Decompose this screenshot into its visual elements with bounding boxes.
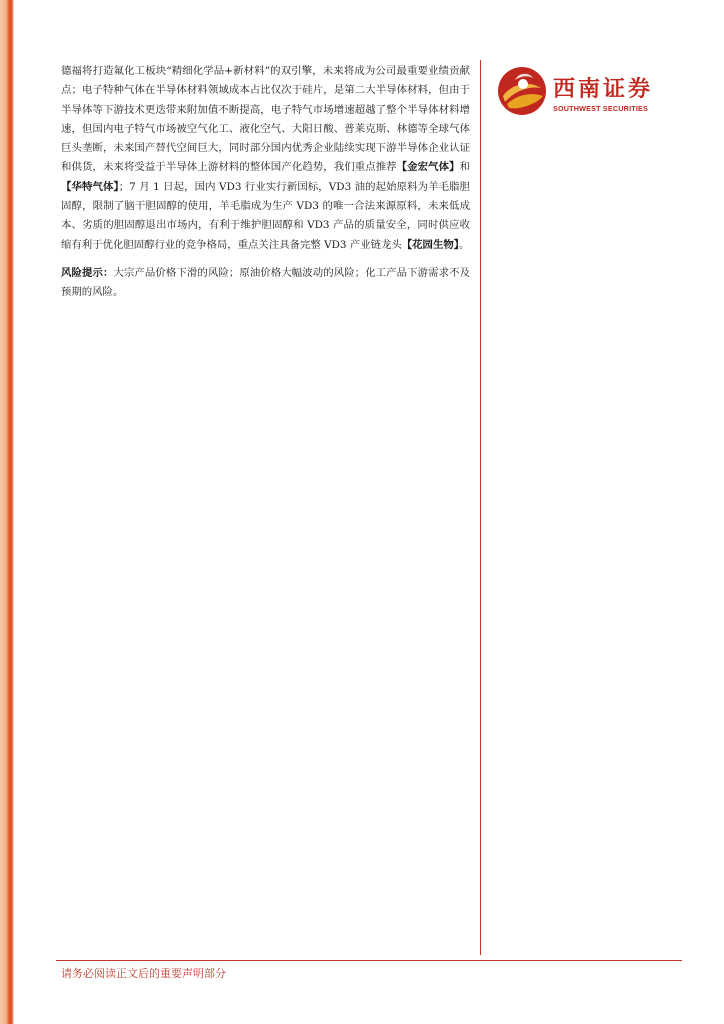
stock-recommendation: 【花园生物】 xyxy=(401,238,459,251)
risk-paragraph xyxy=(61,264,470,303)
column-divider xyxy=(480,60,481,955)
paragraph-segment: 德福将打造氟化工板块“精细化学品+新材料”的双引擎，未来将成为公司最重要业绩贡献点；电子特种气体在半导体材料领域成本占比仅次于硅片，是第二大半导体材料，但由于半导体等下游技术更迭带来附加值不断提高，电子特气市场增速超越了整个半导体材料增速，但国内电子特气市场被空气化工、液化空气、大阳日酸、普莱克斯、林德等全球气体巨头垄断，未来国产替代空间巨大，同时部分国内优秀企业陆续实现下游半导体企业认证和供货，未来将受益于半导体上游材料的整体国产化趋势，我们重点推荐 xyxy=(61,65,470,174)
logo-name-cn: 西南证券 xyxy=(553,76,654,102)
footer-disclaimer: 请务必阅读正文后的重要声明部分 xyxy=(61,967,226,980)
body-paragraph xyxy=(61,62,470,255)
body-text xyxy=(61,62,470,303)
stock-recommendation: 【金宏气体】 xyxy=(396,161,460,174)
stock-recommendation: 【华特气体】 xyxy=(61,180,119,193)
company-logo xyxy=(497,66,677,122)
risk-text: 大宗产品价格下滑的风险；原油价格大幅波动的风险；化工产品下游需求不及预期的风险。 xyxy=(61,266,471,299)
paragraph-segment: 。 xyxy=(458,238,470,251)
paragraph-segment: 和 xyxy=(459,161,471,174)
risk-label: 风险提示： xyxy=(61,266,114,279)
paragraph-segment: ；7 月 1 日起，国内 VD3 行业实行新国标，VD3 油的起始原料为羊毛脂胆固醇，限制了脑干胆固醇的使用，羊毛脂成为生产 VD3 的唯一合法来源原料，未来低成本、劣质的胆固醇退出市场内，有利于维护胆固醇和 VD3 产品的质量安全，同时供应收缩有利于优化胆固醇行业的竞争格局，重点关注具备完整 VD3 产业链龙头 xyxy=(61,180,470,251)
left-edge-bar xyxy=(0,0,14,1024)
logo-name-en: SOUTHWEST SECURITIES xyxy=(553,104,649,113)
footer-divider xyxy=(56,960,682,961)
logo-emblem-icon xyxy=(497,66,547,116)
